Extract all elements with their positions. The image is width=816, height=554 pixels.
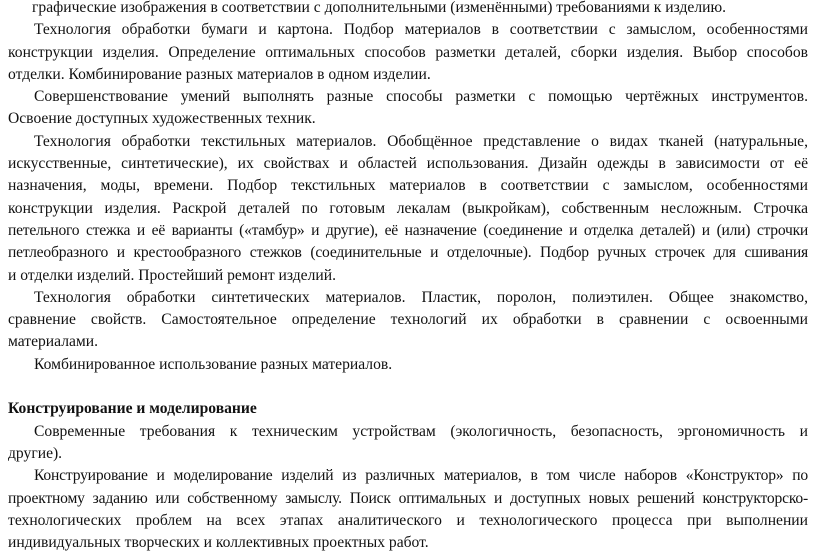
text-line: материалами. (8, 333, 99, 351)
spacer (8, 376, 808, 398)
text-line: и отделки изделий. Простейший ремонт изделий. (8, 266, 336, 284)
text-line: Технология обработки текстильных материалов. Обобщённое представление о видах тканей (натуральные, (34, 132, 808, 150)
text-line: технологических проблем на всех этапах аналитического и технологического процесса при выполнении (8, 511, 808, 529)
text-line: Современные требования к техническим устройствам (экологичность, безопасность, эргономичность и (34, 422, 808, 440)
text-line: отделки. Комбинирование разных материалов в одном изделии. (8, 65, 431, 83)
text-line: назначения, моды, времени. Подбор текстильных материалов в соответствии с замыслом, особенностями (8, 177, 808, 195)
text-line: петлеобразного и крестообразного стежков (соединительные и отделочные). Подбор ручных строчек для сшивания (8, 244, 808, 262)
text-line: петельного стежка и её варианты («тамбур» и другие), её назначение (соединение и отделка деталей) и (или) строчки (8, 221, 808, 239)
text-line: графические изображения в соответствии с дополнительными (изменёнными) требованиями к изделию. (32, 0, 727, 16)
text-line: Конструирование и моделирование изделий из различных материалов, в том числе наборов «Конструктор» по (34, 467, 808, 485)
text-line: Технология обработки бумаги и картона. Подбор материалов в соответствии с замыслом, особенностями (34, 21, 808, 39)
text-line: Комбинированное использование разных материалов. (34, 355, 393, 373)
text-line: Освоение доступных художественных техник. (8, 110, 316, 128)
text-line: проектному заданию или собственному замыслу. Поиск оптимальных и доступных новых решений конструкторско- (8, 489, 808, 507)
text-line: конструкции изделия. Определение оптимальных способов разметки деталей, сборки изделия. Выбор способов (8, 43, 808, 61)
text-line: искусственные, синтетические), их свойствах и областей использования. Дизайн одежды в зависимости от её (8, 155, 808, 173)
text-line: другие). (8, 444, 63, 462)
text-line: Технология обработки синтетических материалов. Пластик, поролон, полиэтилен. Общее знакомство, (34, 288, 808, 306)
section-heading: Конструирование и моделирование (8, 400, 257, 418)
text-line: конструкции изделия. Раскрой деталей по готовым лекалам (выкройкам), собственным несложным. Строчка (8, 199, 808, 217)
text-line: Совершенствование умений выполнять разные способы разметки с помощью чертёжных инструментов. (34, 88, 808, 106)
text-line: сравнение свойств. Самостоятельное определение технологий их обработки в сравнении с освоенными (8, 311, 808, 329)
text-line: индивидуальных творческих и коллективных проектных работ. (8, 534, 429, 552)
